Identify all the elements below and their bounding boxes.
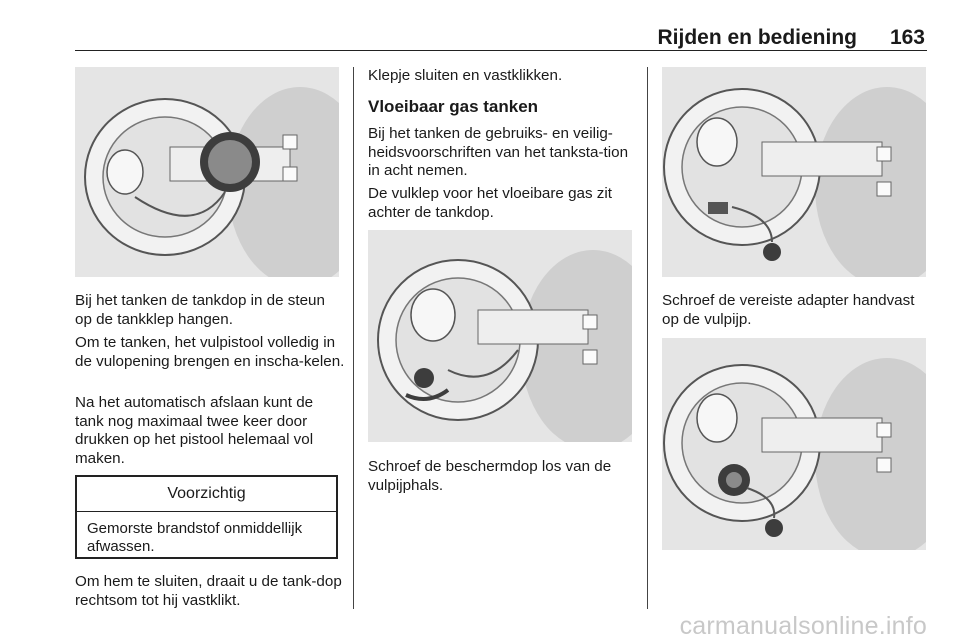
- paragraph: De vulklep voor het vloeibare gas zit achter de tankdop.: [368, 185, 612, 221]
- paragraph: Om te tanken, het vulpistool volledig in de vulopening brengen en inscha-kelen.: [75, 334, 345, 370]
- section-title: Rijden en bediening: [657, 26, 857, 49]
- caution-text: Gemorste brandstof onmiddellijk afwassen.: [87, 520, 303, 555]
- section-heading: Vloeibaar gas tanken: [368, 97, 539, 116]
- column-divider: [647, 67, 648, 609]
- column-divider: [353, 67, 354, 609]
- page-header: [75, 22, 927, 51]
- paragraph: Schroef de vereiste adapter handvast op de vulpijp.: [662, 292, 915, 328]
- lpg-valve-illustration: [368, 230, 632, 442]
- page-number: 163: [889, 26, 925, 49]
- watermark: carmanualsonline.info: [679, 612, 927, 640]
- paragraph: Om hem te sluiten, draait u de tank-dop rechtsom tot hij vastklikt.: [75, 573, 342, 609]
- caution-title: Voorzichtig: [77, 477, 336, 512]
- paragraph: Klepje sluiten en vastklikken.: [368, 67, 563, 84]
- lpg-cap-removed-illustration: [662, 67, 926, 277]
- fuel-cap-illustration: [75, 67, 339, 277]
- lpg-adapter-illustration: [662, 338, 926, 550]
- paragraph: Bij het tanken de gebruiks- en veilig-heidsvoorschriften van het tanksta-tion in acht nemen.: [368, 125, 629, 179]
- caution-box: [75, 475, 338, 559]
- paragraph: Na het automatisch afslaan kunt de tank nog maximaal twee keer door drukken op het pistool helemaal vol maken.: [75, 394, 314, 467]
- paragraph: Bij het tanken de tankdop in de steun op de tankklep hangen.: [75, 292, 325, 328]
- paragraph: Schroef de beschermdop los van de vulpijphals.: [368, 458, 612, 494]
